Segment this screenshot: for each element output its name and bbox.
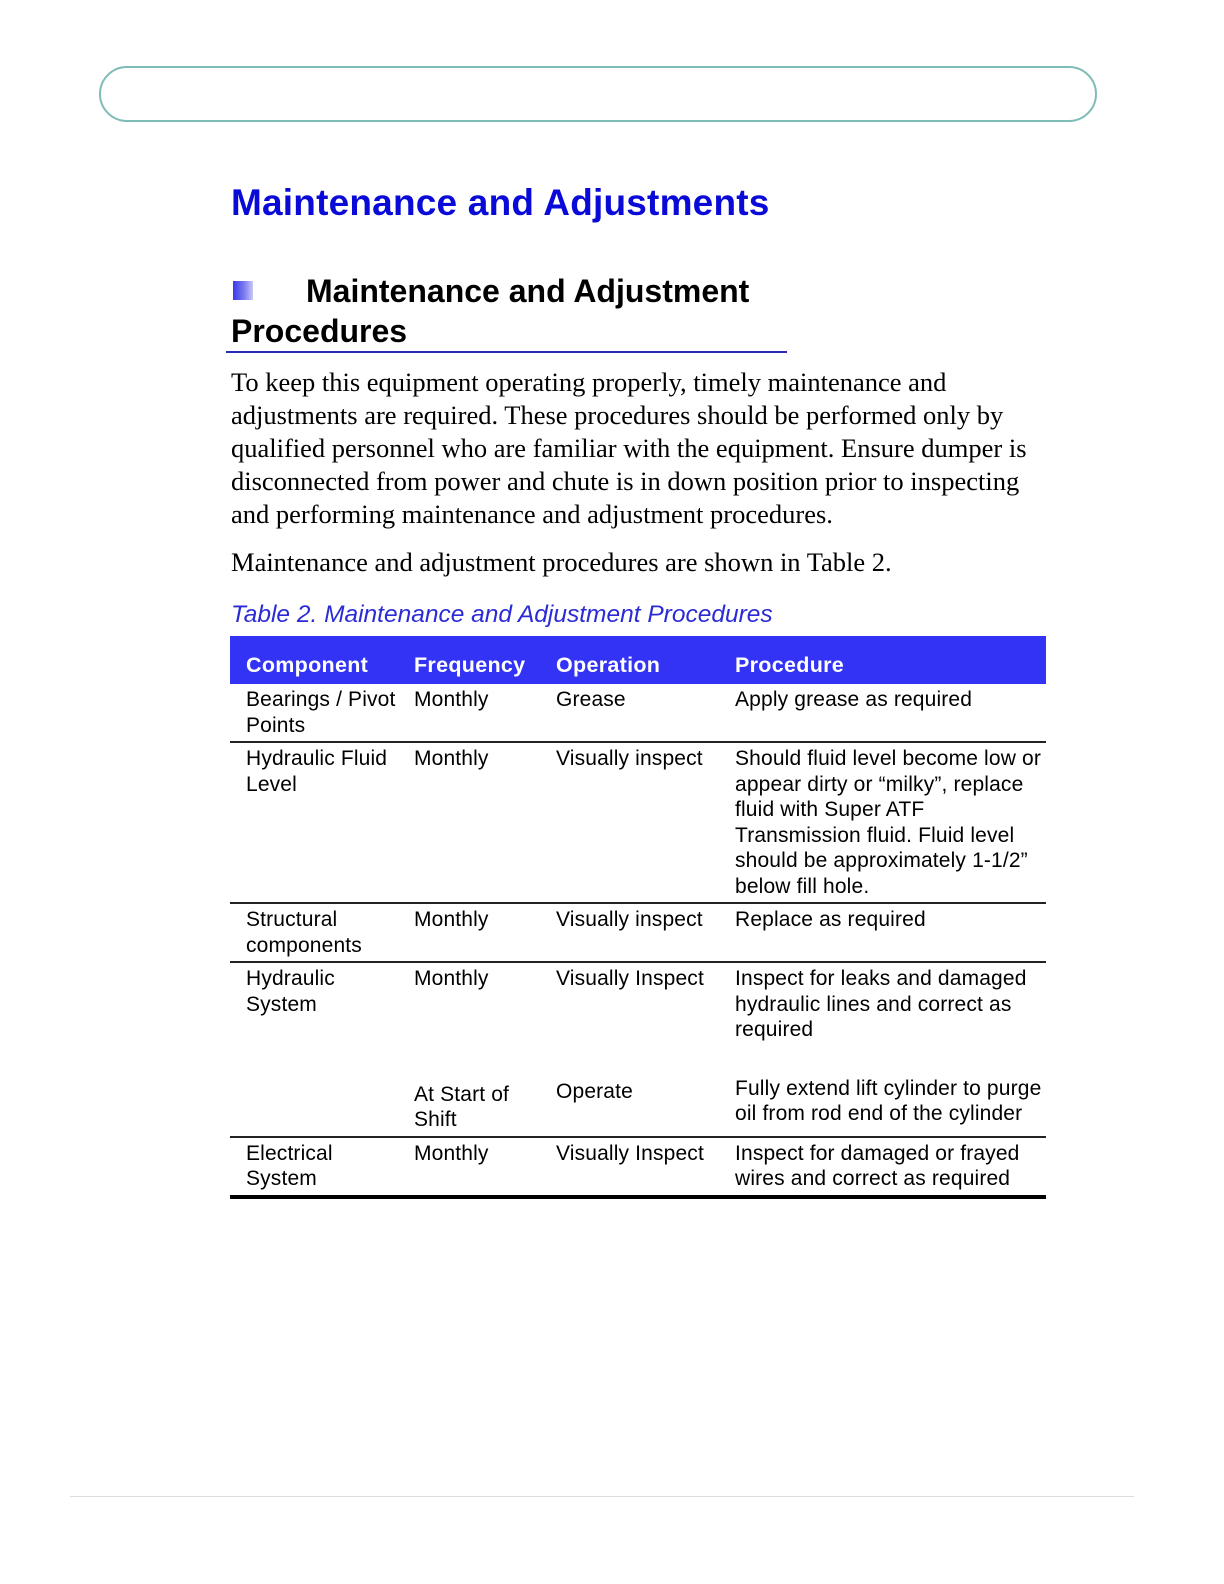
section-divider <box>226 351 787 353</box>
section-heading <box>231 271 791 351</box>
table-row <box>230 1137 1046 1197</box>
header-box <box>99 66 1097 122</box>
section-heading-line1: Maintenance and Adjustment <box>306 273 750 309</box>
header-component: Component <box>230 636 398 684</box>
table-row <box>230 742 1046 903</box>
cell-procedure-text: Fully extend lift cylinder to purge oil from rod end of the cylinder <box>735 1076 1042 1125</box>
cell-procedure: Inspect for leaks and damaged hydraulic lines and correct as required <box>735 967 1027 1041</box>
cell-operation: Visually Inspect <box>540 1137 719 1197</box>
header-procedure: Procedure <box>719 636 1046 684</box>
cell-operation-text: Operate <box>556 1079 633 1103</box>
table-row <box>230 684 1046 742</box>
table-row <box>230 962 1046 1046</box>
cell-frequency: Monthly <box>414 967 489 990</box>
cell-operation: Visually Inspect <box>556 967 704 990</box>
cell-component: Bearings / Pivot Points <box>230 684 398 742</box>
table-row <box>230 1046 1046 1137</box>
procedures-table <box>230 636 1046 1199</box>
cell-procedure: Apply grease as required <box>719 684 1046 742</box>
cell-procedure <box>719 1046 1046 1137</box>
cell-component: Electrical System <box>230 1137 398 1197</box>
cell-procedure: Inspect for damaged or frayed wires and correct as required <box>719 1137 1046 1197</box>
cell-frequency-text: At Start of Shift <box>414 1082 510 1131</box>
cell-component: Hydraulic System <box>246 967 335 1016</box>
cell-operation: Visually inspect <box>540 903 719 962</box>
cell-frequency: Monthly <box>398 684 540 742</box>
section-heading-line2: Procedures <box>231 313 408 349</box>
cell-frequency: Monthly <box>398 1137 540 1197</box>
cell-component <box>230 1046 398 1137</box>
cell-component: Hydraulic Fluid Level <box>230 742 398 903</box>
cell-procedure: Should fluid level become low or appear dirty or “milky”, replace fluid with Super ATF Transmission fluid. Fluid level should be approximately 1-1/2” below fill hole. <box>719 742 1046 903</box>
cell-component: Structural components <box>230 903 398 962</box>
header-frequency: Frequency <box>398 636 540 684</box>
table-header-row <box>230 636 1046 684</box>
cell-operation: Visually inspect <box>540 742 719 903</box>
page-title: Maintenance and Adjustments <box>231 182 770 223</box>
intro-paragraph: To keep this equipment operating properly, timely maintenance and adjustments are required. These procedures should be performed only by qualified personnel who are familiar with the equipment. Ensure dumper is disconnected from power and chute is in down position prior to inspecting and performing maintenance and adjustment procedures. <box>231 367 1027 529</box>
cell-procedure: Replace as required <box>719 903 1046 962</box>
cell-frequency: Monthly <box>398 742 540 903</box>
table-row <box>230 903 1046 962</box>
cell-operation <box>540 1046 719 1137</box>
header-operation: Operation <box>540 636 719 684</box>
table-caption: Table 2. Maintenance and Adjustment Procedures <box>231 601 773 628</box>
table-reference-paragraph: Maintenance and adjustment procedures are shown in Table 2. <box>231 547 892 577</box>
cell-operation: Grease <box>540 684 719 742</box>
cell-frequency: Monthly <box>398 903 540 962</box>
cell-frequency <box>398 1046 540 1137</box>
footer-divider <box>70 1496 1134 1497</box>
